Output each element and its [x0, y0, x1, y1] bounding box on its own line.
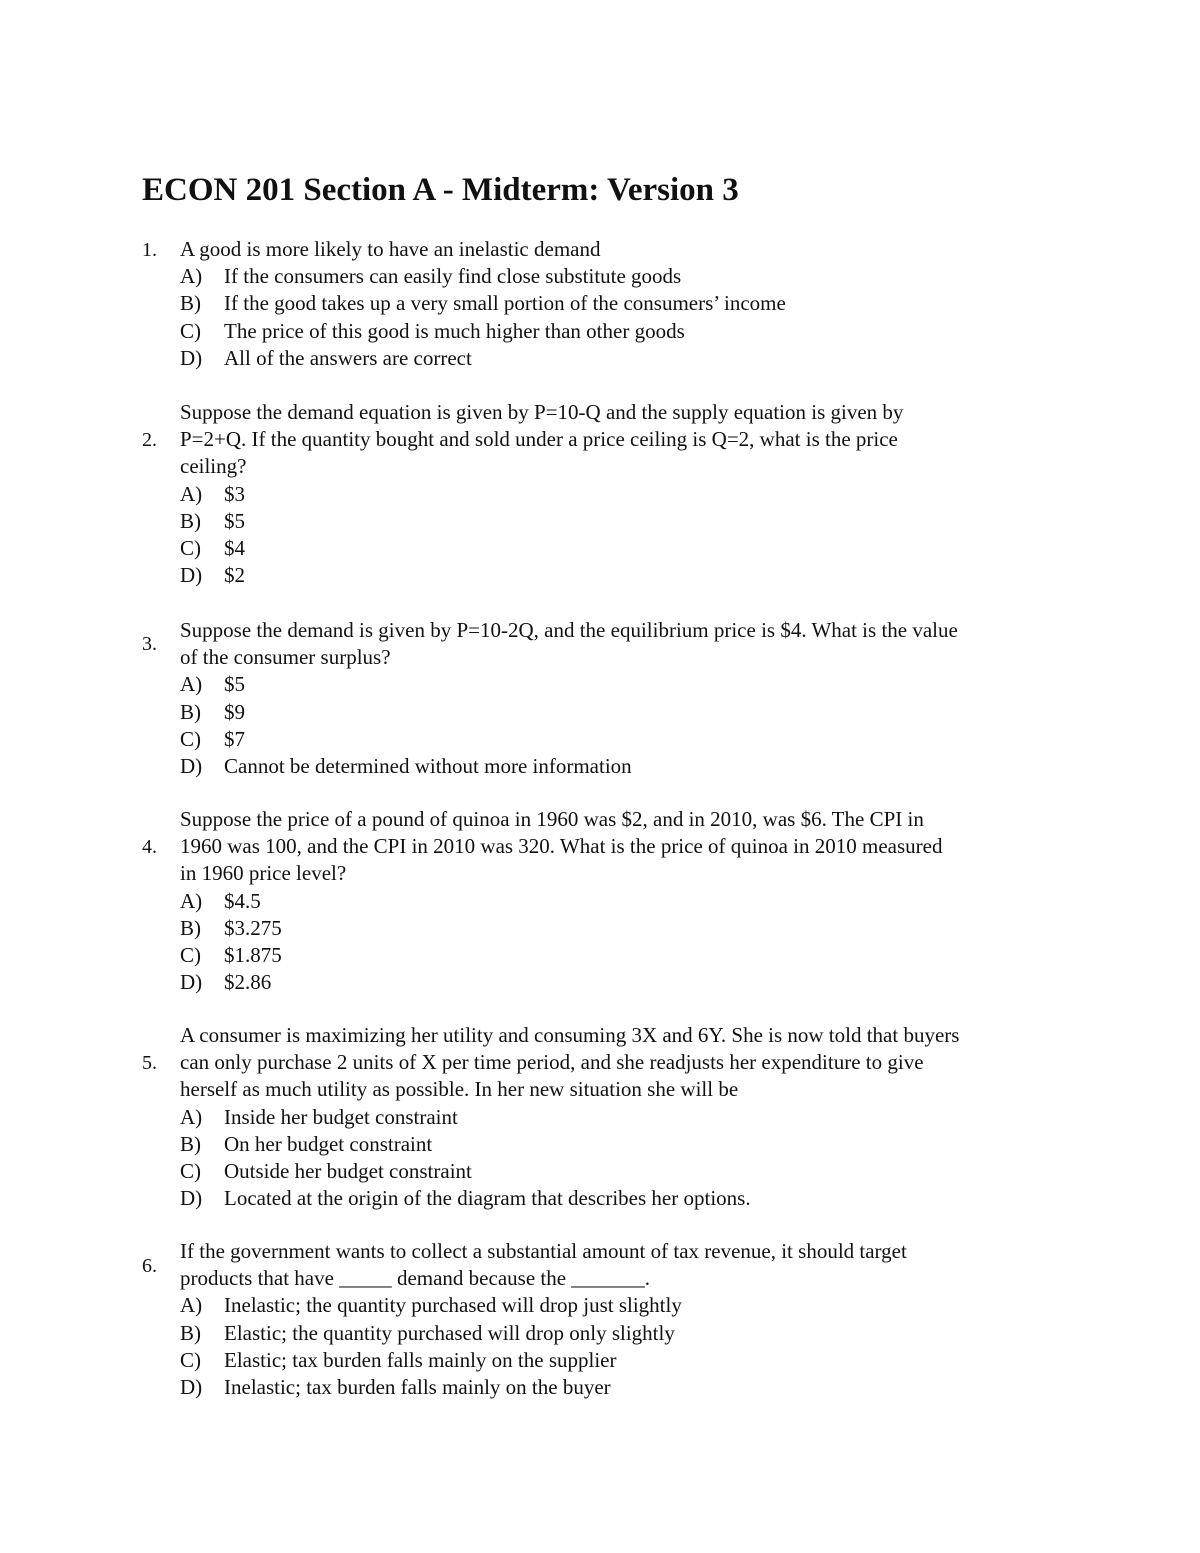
choice-letter: B): [180, 291, 201, 316]
choice-letter: D): [180, 970, 203, 995]
answer-choices: [180, 1292, 682, 1401]
choice-text: All of the answers are correct: [224, 345, 472, 370]
choice-text: $3.275: [224, 915, 282, 940]
stem-line: If the government wants to collect a substantial amount of tax revenue, it should target: [180, 1239, 907, 1263]
stem-line: A consumer is maximizing her utility and consuming 3X and 6Y. She is now told that buyers: [180, 1023, 960, 1047]
choice-letter: D): [180, 753, 203, 778]
choice-a: [180, 888, 282, 915]
choice-c: [180, 535, 245, 562]
choice-d: [180, 969, 282, 996]
choice-letter: B): [180, 1131, 201, 1156]
choice-text: Cannot be determined without more information: [224, 753, 632, 778]
stem-line: Suppose the price of a pound of quinoa in 1960 was $2, and in 2010, was $6. The CPI in: [180, 807, 924, 831]
question-number: 3.: [142, 633, 157, 655]
choice-b: [180, 915, 282, 942]
choice-c: [180, 726, 632, 753]
choice-a: [180, 263, 786, 290]
choice-letter: D): [180, 563, 203, 588]
choice-text: $4: [224, 535, 245, 560]
choice-letter: C): [180, 1347, 201, 1372]
choice-text: $1.875: [224, 942, 282, 967]
page-title: ECON 201 Section A - Midterm: Version 3: [142, 172, 739, 208]
choice-text: Inelastic; tax burden falls mainly on the buyer: [224, 1374, 611, 1399]
choice-a: [180, 1104, 751, 1131]
choice-text: $5: [224, 672, 245, 697]
choice-text: Located at the origin of the diagram that describes her options.: [224, 1186, 751, 1211]
choice-letter: D): [180, 345, 203, 370]
stem-line: 1960 was 100, and the CPI in 2010 was 320. What is the price of quinoa in 2010 measured: [180, 834, 943, 859]
question-stem: [180, 236, 1070, 263]
choice-b: [180, 290, 786, 317]
choice-letter: C): [180, 1158, 201, 1183]
question-stem: [180, 617, 1070, 671]
question-number: 2.: [142, 429, 157, 451]
question-number: 1.: [142, 239, 157, 261]
choice-text: $4.5: [224, 888, 261, 913]
choice-text: Elastic; the quantity purchased will drop only slightly: [224, 1320, 675, 1345]
choice-a: [180, 671, 632, 698]
stem-line: A good is more likely to have an inelastic demand: [180, 237, 601, 261]
choice-letter: A): [180, 264, 203, 289]
choice-text: $2: [224, 563, 245, 588]
choice-d: [180, 1185, 751, 1212]
choice-c: [180, 318, 786, 345]
choice-b: [180, 699, 632, 726]
stem-line: P=2+Q. If the quantity bought and sold under a price ceiling is Q=2, what is the price: [180, 427, 898, 452]
choice-text: Outside her budget constraint: [224, 1158, 472, 1183]
choice-letter: D): [180, 1374, 203, 1399]
choice-d: [180, 1374, 682, 1401]
question-number: 5.: [142, 1052, 157, 1074]
answer-choices: [180, 263, 786, 372]
choice-d: [180, 753, 632, 780]
choice-text: Inelastic; the quantity purchased will drop just slightly: [224, 1293, 682, 1318]
choice-b: [180, 1131, 751, 1158]
question-number: 6.: [142, 1255, 157, 1277]
choice-letter: A): [180, 672, 203, 697]
choice-letter: A): [180, 1104, 203, 1129]
choice-d: [180, 562, 245, 589]
choice-letter: B): [180, 1320, 201, 1345]
answer-choices: [180, 888, 282, 997]
choice-letter: B): [180, 699, 201, 724]
choice-text: $3: [224, 481, 245, 506]
answer-choices: [180, 1104, 751, 1213]
stem-line: Suppose the demand equation is given by P=10-Q and the supply equation is given by: [180, 400, 904, 424]
choice-letter: A): [180, 481, 203, 506]
stem-line: can only purchase 2 units of X per time period, and she readjusts her expenditure to give: [180, 1050, 924, 1075]
choice-text: The price of this good is much higher than other goods: [224, 318, 685, 343]
question-stem: [180, 399, 1070, 481]
choice-text: If the good takes up a very small portion of the consumers’ income: [224, 291, 786, 316]
choice-a: [180, 481, 245, 508]
stem-line: products that have _____ demand because the _______.: [180, 1266, 651, 1291]
choice-letter: A): [180, 1293, 203, 1318]
choice-text: $5: [224, 508, 245, 533]
question-stem: [180, 806, 1070, 888]
choice-letter: B): [180, 915, 201, 940]
stem-line: of the consumer surplus?: [180, 645, 391, 670]
choice-text: Elastic; tax burden falls mainly on the supplier: [224, 1347, 617, 1372]
choice-letter: C): [180, 942, 201, 967]
choice-letter: A): [180, 888, 203, 913]
choice-text: $2.86: [224, 970, 272, 995]
choice-text: Inside her budget constraint: [224, 1104, 458, 1129]
choice-text: On her budget constraint: [224, 1131, 433, 1156]
answer-choices: [180, 481, 245, 590]
choice-c: [180, 942, 282, 969]
stem-line: ceiling?: [180, 454, 247, 479]
question-number: 4.: [142, 836, 157, 858]
choice-letter: D): [180, 1186, 203, 1211]
stem-line: herself as much utility as possible. In her new situation she will be: [180, 1077, 739, 1102]
choice-letter: C): [180, 318, 201, 343]
choice-c: [180, 1347, 682, 1374]
choice-b: [180, 508, 245, 535]
choice-letter: C): [180, 535, 201, 560]
choice-a: [180, 1292, 682, 1319]
stem-line: Suppose the demand is given by P=10-2Q, and the equilibrium price is $4. What is the value: [180, 618, 958, 642]
question-stem: [180, 1238, 1070, 1292]
question-stem: [180, 1022, 1070, 1104]
answer-choices: [180, 671, 632, 780]
choice-d: [180, 345, 786, 372]
choice-text: If the consumers can easily find close substitute goods: [224, 264, 682, 289]
stem-line: in 1960 price level?: [180, 861, 347, 886]
choice-c: [180, 1158, 751, 1185]
choice-letter: C): [180, 726, 201, 751]
choice-letter: B): [180, 508, 201, 533]
choice-text: $7: [224, 726, 245, 751]
choice-b: [180, 1320, 682, 1347]
choice-text: $9: [224, 699, 245, 724]
